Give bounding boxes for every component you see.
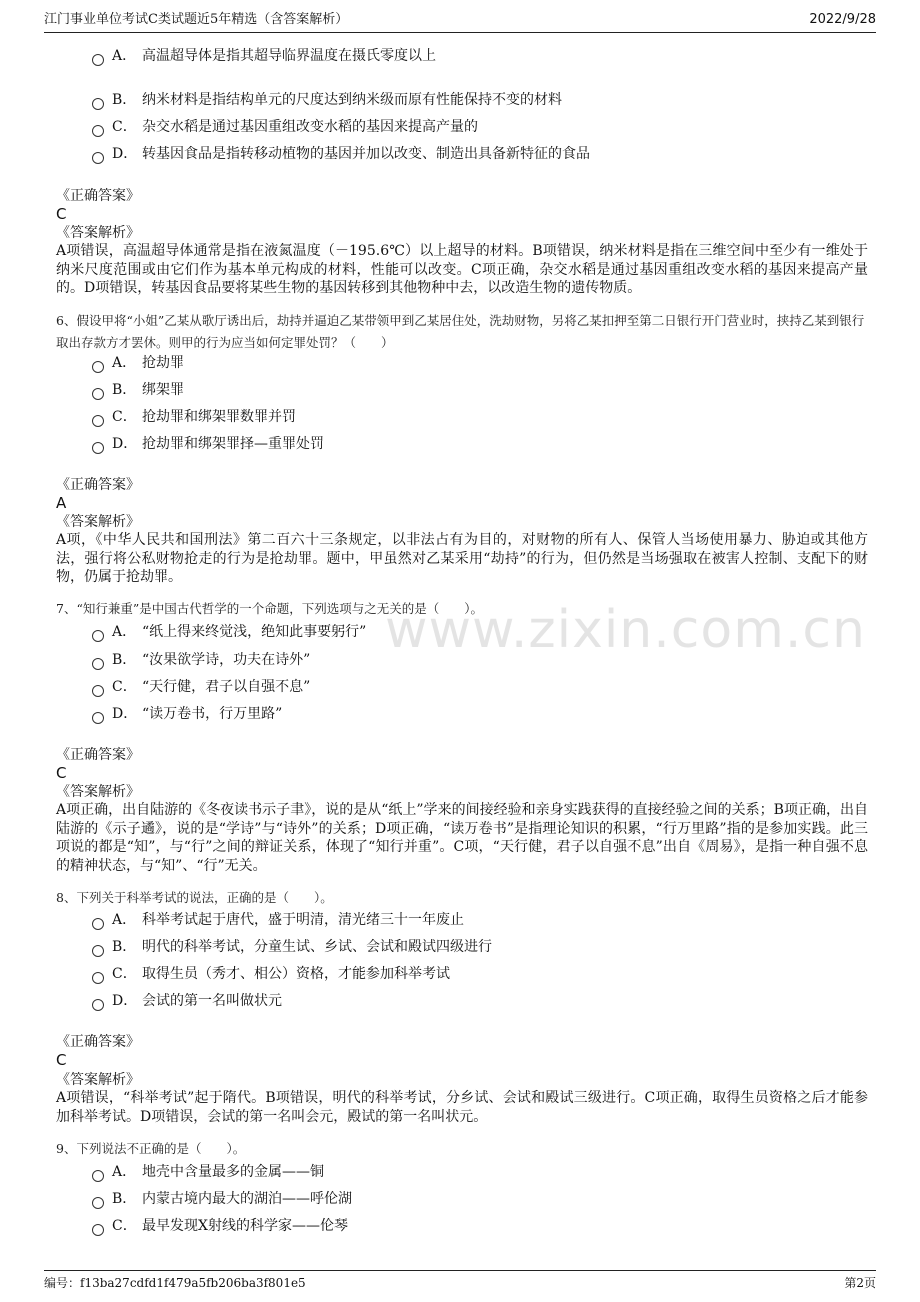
radio-icon[interactable] [92, 1170, 104, 1182]
q9-option-c[interactable]: C． 最早发现X射线的科学家——伦琴 [92, 1216, 348, 1236]
correct-answer-label: 《正确答案》 [56, 747, 140, 763]
radio-icon[interactable] [92, 98, 104, 110]
radio-icon[interactable] [92, 658, 104, 670]
radio-icon[interactable] [92, 712, 104, 724]
analysis-label: 《答案解析》 [56, 514, 140, 530]
radio-icon[interactable] [92, 1197, 104, 1209]
correct-answer-label: 《正确答案》 [56, 1034, 140, 1050]
q9-option-b[interactable]: B． 内蒙古境内最大的湖泊——呼伦湖 [92, 1189, 352, 1209]
document-code: 编号：f13ba27cdfd1f479a5fb206ba3f801e5 [44, 1276, 306, 1290]
q7-analysis: A项正确，出自陆游的《冬夜读书示子聿》，说的是从“纸上”学来的间接经验和亲身实践获得的直接经验之间的关系；B项正确，出自陆游的《示子遹》，说的是“学诗”与“诗外”的关系；D项正确，“读万卷书”是指理论知识的积累，“行万里路”指的是参加实践。此三项说的都是“知”，与“行”之间的辩证关系，体现了“知行并重”。C项，“天行健，君子以自强不息”出自《周易》，是指一种自强不息的精神状态，与“知”、“行”无关。 [56, 802, 868, 874]
q7-option-d[interactable]: D． “读万卷书，行万里路” [92, 704, 282, 724]
q5-option-c[interactable]: C． 杂交水稻是通过基因重组改变水稻的基因来提高产量的 [92, 117, 478, 137]
radio-icon[interactable] [92, 1224, 104, 1236]
q9-option-a[interactable]: A． 地壳中含量最多的金属——铜 [92, 1162, 324, 1182]
correct-answer-label: 《正确答案》 [56, 188, 140, 204]
radio-icon[interactable] [92, 630, 104, 642]
q6-question: 6、假设甲将“小姐”乙某从歌厅诱出后，劫持并逼迫乙某带领甲到乙某居住处，洗劫财物，另将乙某扣押至第二日银行开门营业时，挟持乙某到银行取出存款方才罢休。则甲的行为应当如何定罪处罚？（ ） [56, 313, 865, 350]
document-title: 江门事业单位考试C类试题近5年精选（含答案解析） [44, 12, 349, 27]
q5-option-d[interactable]: D． 转基因食品是指转移动植物的基因并加以改变、制造出具备新特征的食品 [92, 144, 590, 164]
correct-answer-label: 《正确答案》 [56, 477, 140, 493]
q7-answer: C [56, 764, 67, 782]
q8-option-c[interactable]: C． 取得生员（秀才、相公）资格，才能参加科举考试 [92, 964, 450, 984]
q7-question: 7、“知行兼重”是中国古代哲学的一个命题，下列选项与之无关的是（ ）。 [56, 601, 483, 616]
radio-icon[interactable] [92, 415, 104, 427]
radio-icon[interactable] [92, 152, 104, 164]
q7-option-b[interactable]: B． “汝果欲学诗，功夫在诗外” [92, 650, 310, 670]
radio-icon[interactable] [92, 54, 104, 66]
radio-icon[interactable] [92, 999, 104, 1011]
analysis-label: 《答案解析》 [56, 1072, 140, 1088]
q8-option-d[interactable]: D． 会试的第一名叫做状元 [92, 991, 282, 1011]
q5-option-a[interactable]: A． 高温超导体是指其超导临界温度在摄氏零度以上 [92, 46, 436, 66]
q6-option-b[interactable]: B． 绑架罪 [92, 380, 184, 400]
radio-icon[interactable] [92, 388, 104, 400]
document-date: 2022/9/28 [809, 12, 876, 27]
radio-icon[interactable] [92, 125, 104, 137]
q5-option-b[interactable]: B． 纳米材料是指结构单元的尺度达到纳米级而原有性能保持不变的材料 [92, 90, 562, 110]
q6-option-a[interactable]: A． 抢劫罪 [92, 353, 184, 373]
radio-icon[interactable] [92, 361, 104, 373]
q7-option-a[interactable]: A． “纸上得来终觉浅，绝知此事要躬行” [92, 622, 366, 642]
page-footer [44, 1270, 876, 1291]
q8-question: 8、下列关于科举考试的说法，正确的是（ ）。 [56, 890, 333, 905]
q8-option-b[interactable]: B． 明代的科举考试，分童生试、乡试、会试和殿试四级进行 [92, 937, 492, 957]
analysis-label: 《答案解析》 [56, 225, 140, 241]
page-header [44, 10, 876, 33]
q7-option-c[interactable]: C． “天行健，君子以自强不息” [92, 677, 310, 697]
q8-answer: C [56, 1051, 67, 1069]
q6-answer: A [56, 494, 67, 512]
radio-icon[interactable] [92, 945, 104, 957]
q8-analysis: A项错误，“科举考试”起于隋代。B项错误，明代的科举考试，分乡试、会试和殿试三级进行。C项正确，取得生员资格之后才能参加科举考试。D项错误，会试的第一名叫会元，殿试的第一名叫状元。 [56, 1090, 868, 1125]
page-number: 第2页 [844, 1276, 876, 1290]
q6-option-c[interactable]: C． 抢劫罪和绑架罪数罪并罚 [92, 407, 296, 427]
radio-icon[interactable] [92, 918, 104, 930]
radio-icon[interactable] [92, 442, 104, 454]
q9-question: 9、下列说法不正确的是（ ）。 [56, 1141, 246, 1156]
watermark: www.zixin.com.cn [385, 600, 866, 660]
radio-icon[interactable] [92, 972, 104, 984]
analysis-label: 《答案解析》 [56, 784, 140, 800]
q8-option-a[interactable]: A． 科举考试起于唐代，盛于明清，清光绪三十一年废止 [92, 910, 464, 930]
q5-analysis: A项错误，高温超导体通常是指在液氮温度（－195.6℃）以上超导的材料。B项错误，纳米材料是指在三维空间中至少有一维处于纳米尺度范围或由它们作为基本单元构成的材料，性能可以改变。C项正确，杂交水稻是通过基因重组改变水稻的基因来提高产量的。D项错误，转基因食品要将某些生物的基因转移到其他物种中去，以改造生物的遗传物质。 [56, 243, 868, 296]
q5-answer: C [56, 205, 67, 223]
q6-option-d[interactable]: D． 抢劫罪和绑架罪择—重罪处罚 [92, 434, 324, 454]
radio-icon[interactable] [92, 685, 104, 697]
q6-analysis: A项，《中华人民共和国刑法》第二百六十三条规定，以非法占有为目的，对财物的所有人、保管人当场使用暴力、胁迫或其他方法，强行将公私财物抢走的行为是抢劫罪。题中，甲虽然对乙某采用“劫持”的行为，但仍然是当场强取在被害人控制、支配下的财物，仍属于抢劫罪。 [56, 532, 868, 585]
